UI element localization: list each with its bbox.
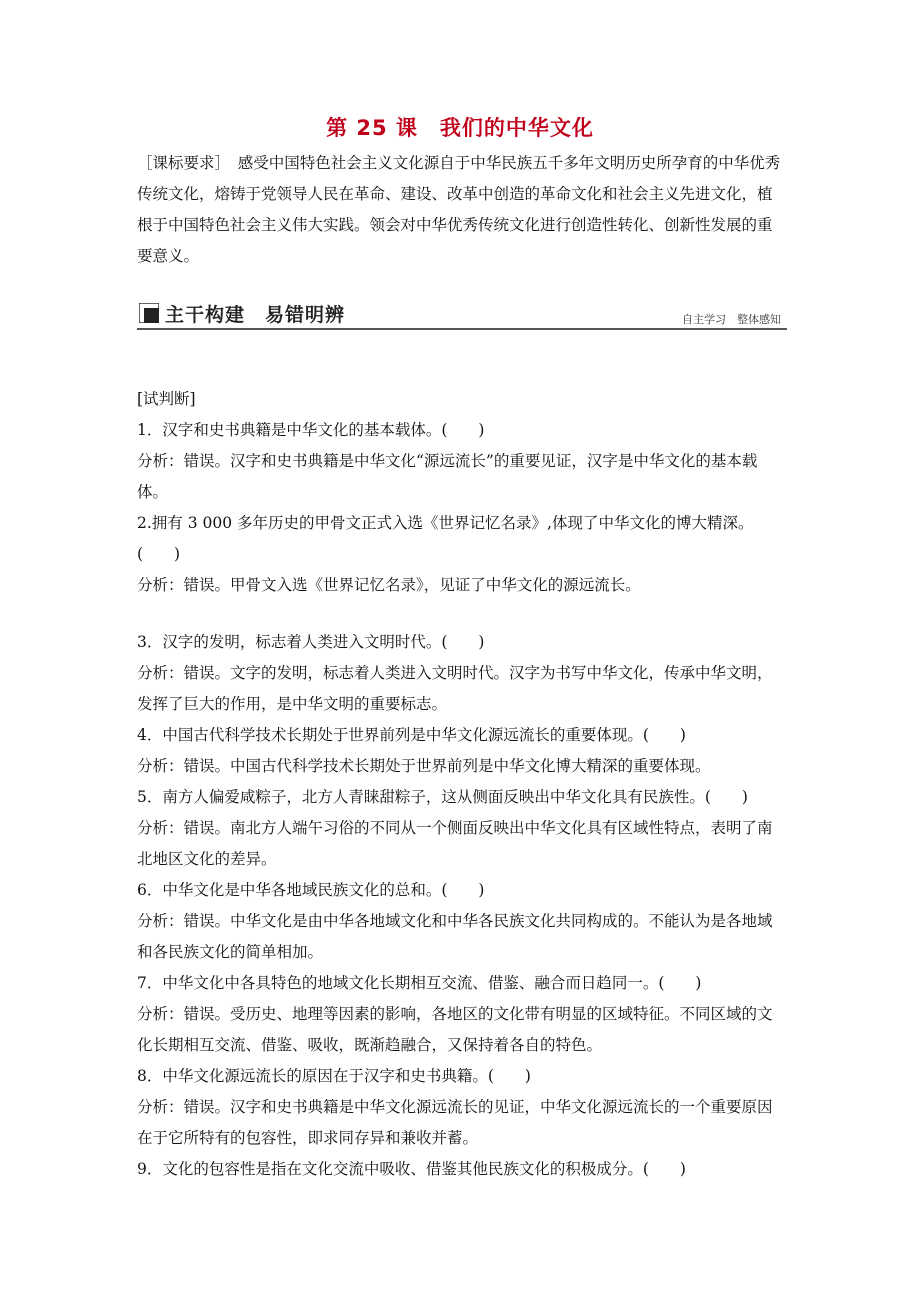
analysis-item: 分析：错误。文字的发明，标志着人类进入文明时代。汉字为书写中华文化，传承中华文明，发挥了巨大的作用，是中华文明的重要标志。: [137, 664, 773, 713]
question-item: 9．文化的包容性是指在文化交流中吸收、借鉴其他民族文化的积极成分。( ): [137, 1160, 686, 1178]
analysis-item: 分析：错误。南北方人端午习俗的不同从一个侧面反映出中华文化具有区域性特点，表明了南北地区文化的差异。: [137, 819, 773, 868]
analysis-item: 分析：错误。甲骨文入选《世界记忆名录》，见证了中华文化的源远流长。: [137, 576, 641, 594]
question-item: 4．中国古代科学技术长期处于世界前列是中华文化源远流长的重要体现。( ): [137, 726, 686, 744]
analysis-item: 分析：错误。汉字和史书典籍是中华文化“源远流长”的重要见证，汉字是中华文化的基本载体。: [137, 452, 758, 501]
question-item: 7．中华文化中各具特色的地域文化长期相互交流、借鉴、融合而日趋同一。( ): [137, 974, 702, 992]
section-header: [137, 296, 787, 334]
judgement-questions: [137, 384, 787, 1185]
question-item: 2.拥有 3 000 多年历史的甲骨文正式入选《世界记忆名录》,体现了中华文化的博大精深。( ): [137, 514, 754, 563]
question-item: 5．南方人偏爱咸粽子，北方人青睐甜粽子，这从侧面反映出中华文化具有民族性。( ): [137, 788, 748, 806]
analysis-item: 分析：错误。汉字和史书典籍是中华文化源远流长的见证，中华文化源远流长的一个重要原因在于它所特有的包容性，即求同存异和兼收并蓄。: [137, 1098, 773, 1147]
question-item: 1．汉字和史书典籍是中华文化的基本载体。( ): [137, 421, 485, 439]
section-marker-icon: [139, 303, 159, 323]
curriculum-requirements: ［课标要求］ 感受中国特色社会主义文化源自于中华民族五千多年文明历史所孕育的中华优秀传统文化，熔铸于党领导人民在革命、建设、改革中创造的革命文化和社会主义先进文化，植根于中国特色社会主义伟大实践。领会对中华优秀传统文化进行创造性转化、创新性发展的重要意义。: [137, 154, 781, 265]
section-divider: [137, 328, 787, 330]
question-item: 3．汉字的发明，标志着人类进入文明时代。( ): [137, 633, 485, 651]
trial-label: [试判断]: [137, 390, 196, 408]
section-heading: 主干构建 易错明辨: [165, 304, 346, 326]
analysis-item: 分析：错误。中华文化是由中华各地域文化和中华各民族文化共同构成的。不能认为是各地域和各民族文化的简单相加。: [137, 912, 773, 961]
question-item: 8．中华文化源远流长的原因在于汉字和史书典籍。( ): [137, 1067, 531, 1085]
question-item: 6．中华文化是中华各地域民族文化的总和。( ): [137, 881, 485, 899]
spacer: [137, 601, 787, 627]
lesson-title: 第 25 课 我们的中华文化: [326, 116, 594, 140]
section-subheading: 自主学习 整体感知: [682, 313, 781, 326]
analysis-item: 分析：错误。受历史、地理等因素的影响，各地区的文化带有明显的区域特征。不同区域的文化长期相互交流、借鉴、吸收，既渐趋融合，又保持着各自的特色。: [137, 1005, 773, 1054]
analysis-item: 分析：错误。中国古代科学技术长期处于世界前列是中华文化博大精深的重要体现。: [137, 757, 711, 775]
